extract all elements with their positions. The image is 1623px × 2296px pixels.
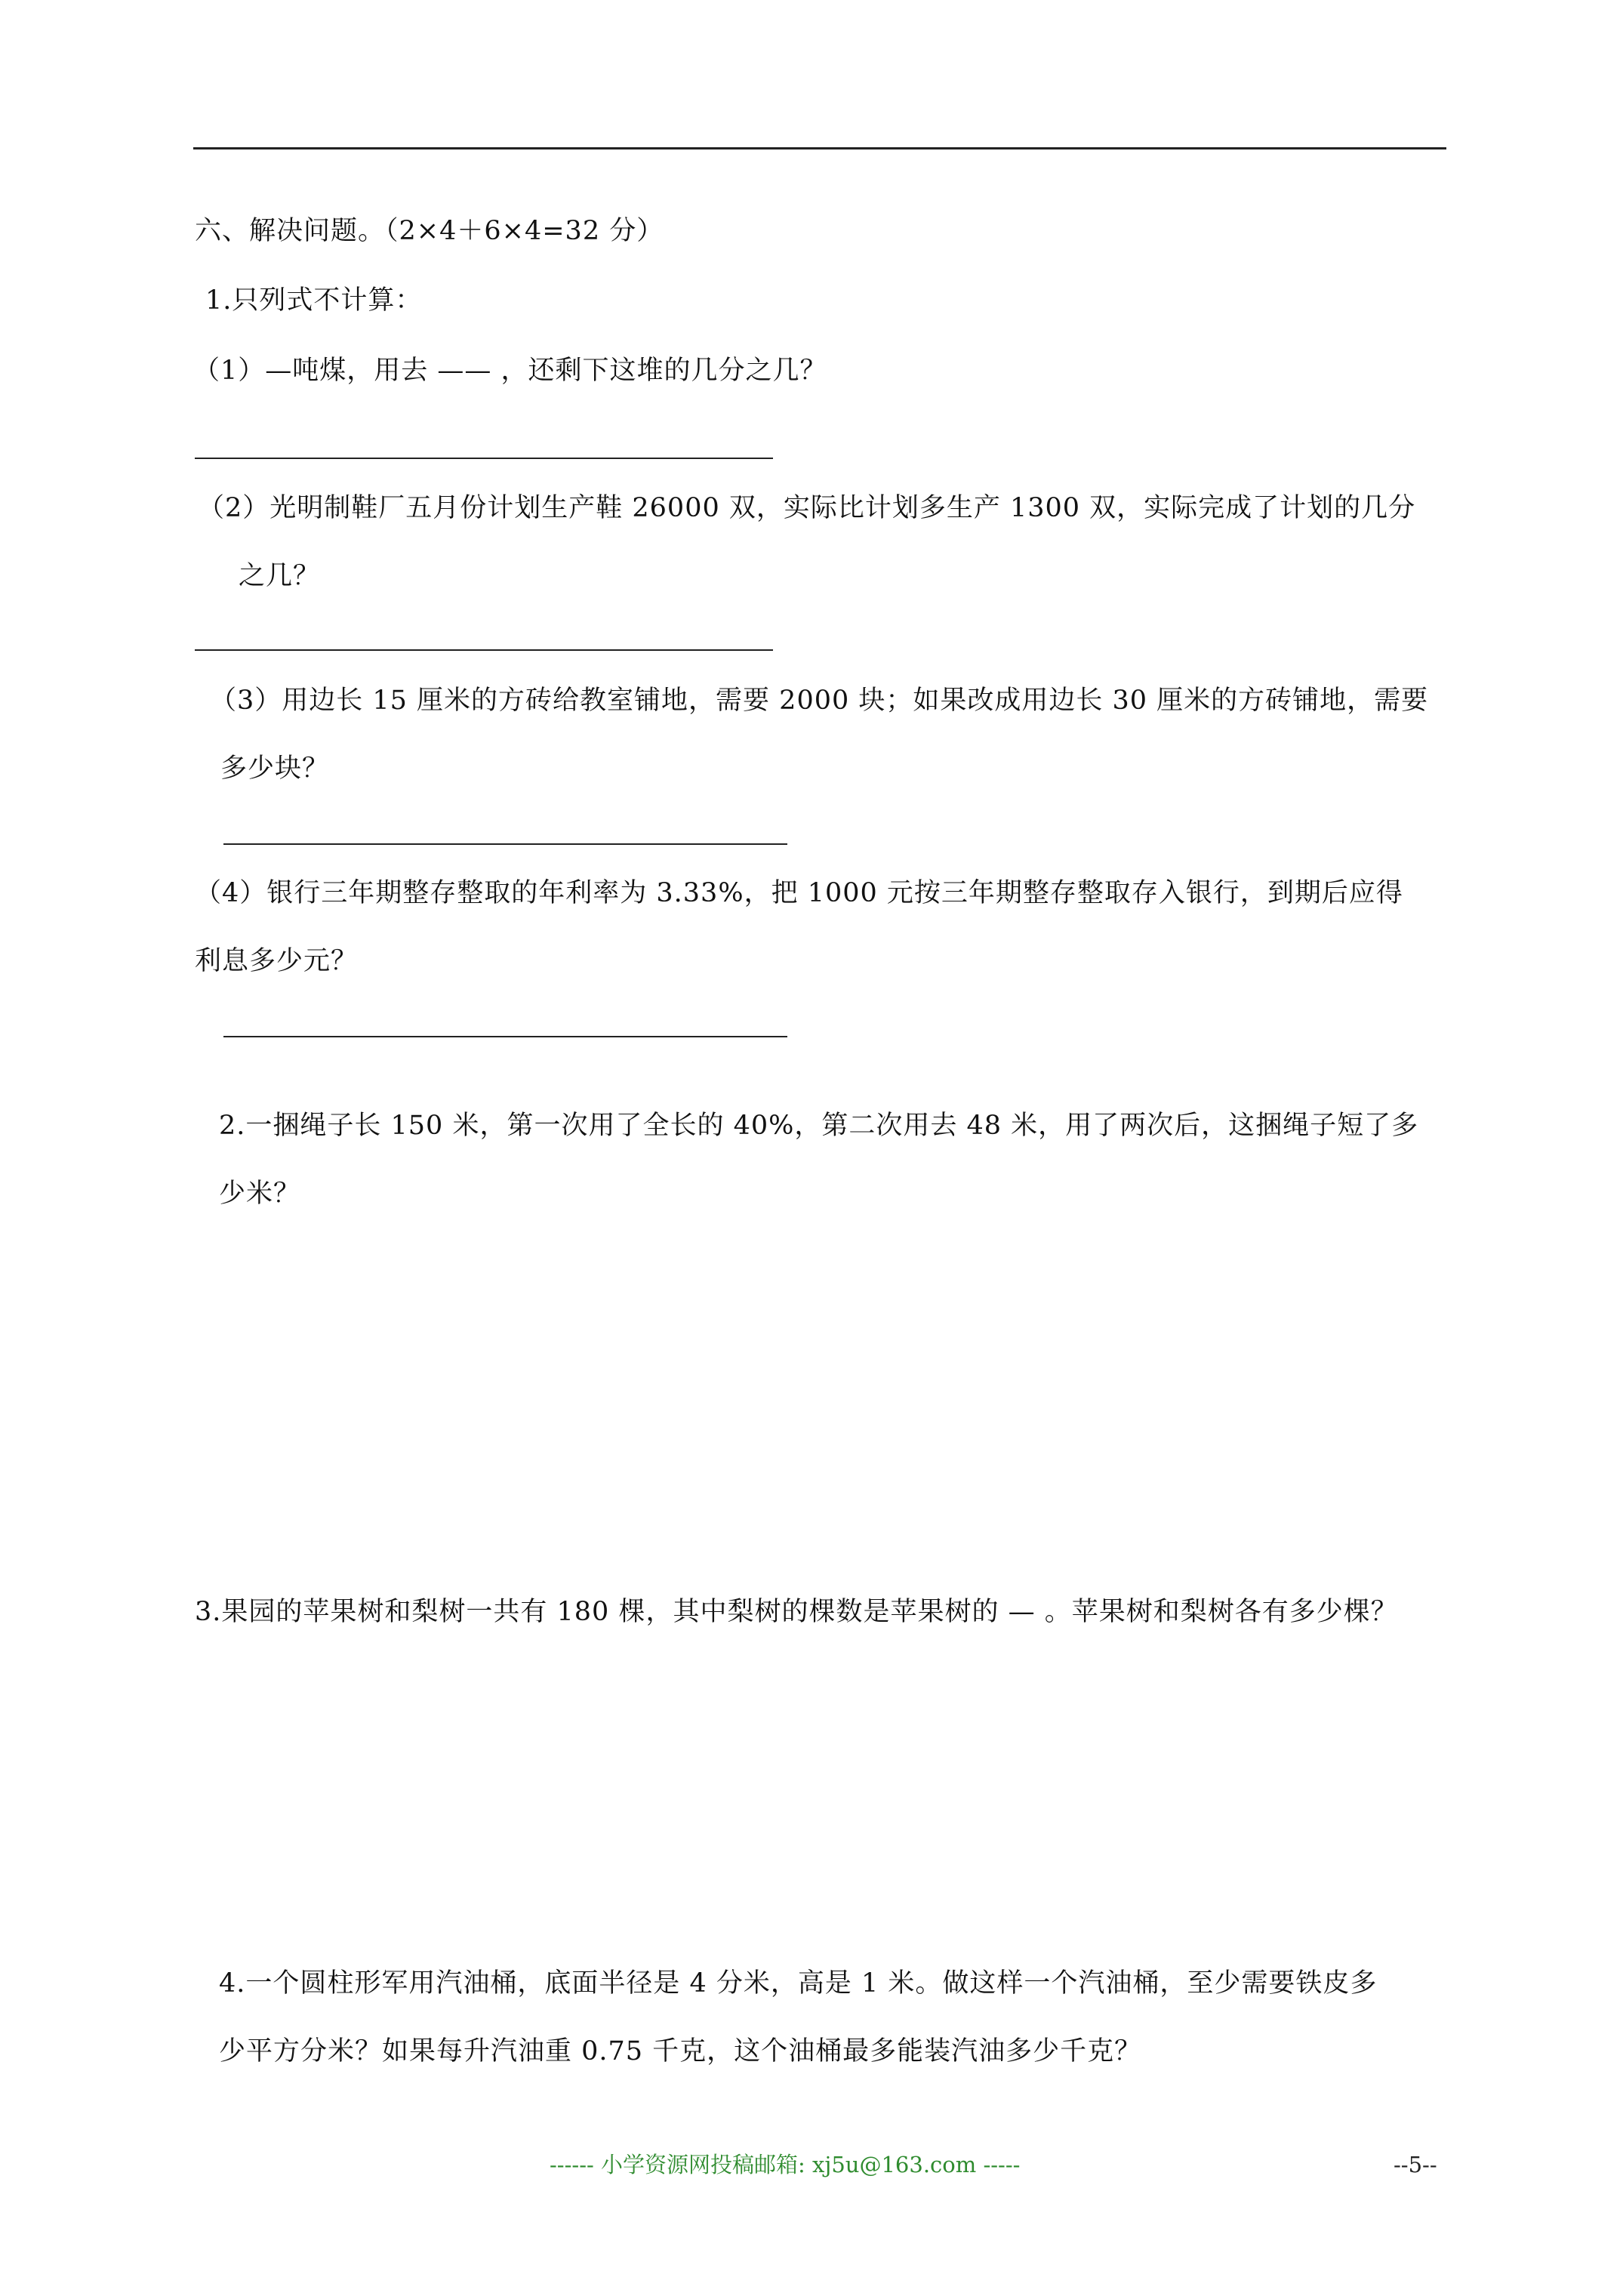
q1-part4-line2: 利息多少元？	[195, 946, 359, 976]
answer-line-1	[195, 458, 773, 459]
q1-part2-line1: （2）光明制鞋厂五月份计划生产鞋 26000 双，实际比计划多生产 1300 双，实际完成了计划的几分	[198, 493, 1416, 523]
q1-part2-line2: 之几？	[239, 561, 321, 591]
answer-line-2	[195, 649, 773, 651]
page-number: --5--	[1394, 2152, 1437, 2177]
q1-part4-line1: （4）银行三年期整存整取的年利率为 3.33%，把 1000 元按三年期整存整取存入银行，到期后应得	[195, 878, 1403, 908]
q4-line2: 少平方分米？如果每升汽油重 0.75 千克，这个油桶最多能装汽油多少千克？	[219, 2036, 1142, 2066]
answer-line-3	[223, 843, 787, 845]
answer-line-4	[223, 1036, 787, 1037]
section-title: 六、解决问题。（2×4＋6×4=32 分）	[195, 216, 664, 246]
q3-line1: 3.果园的苹果树和梨树一共有 180 棵，其中梨树的棵数是苹果树的 — 。苹果树和梨树各有多少棵？	[195, 1597, 1398, 1627]
q1-part3-line2: 多少块？	[220, 754, 330, 784]
q2-line1: 2.一捆绳子长 150 米，第一次用了全长的 40%，第二次用去 48 米，用了两次后，这捆绳子短了多	[219, 1111, 1419, 1141]
q4-line1: 4.一个圆柱形军用汽油桶，底面半径是 4 分米，高是 1 米。做这样一个汽油桶，至少需要铁皮多	[219, 1968, 1378, 1999]
q1-part1: （1）—吨煤，用去 —— ，还剩下这堆的几分之几？	[193, 356, 827, 386]
header-rule	[193, 147, 1446, 149]
q1-heading: 1.只列式不计算：	[205, 285, 423, 316]
q2-line2: 少米？	[219, 1179, 301, 1209]
q1-part3-line1: （3）用边长 15 厘米的方砖给教室铺地，需要 2000 块；如果改成用边长 30 厘米的方砖铺地，需要	[210, 686, 1429, 716]
footer-link[interactable]: ------ 小学资源网投稿邮箱: xj5u@163.com -----	[550, 2152, 1021, 2177]
